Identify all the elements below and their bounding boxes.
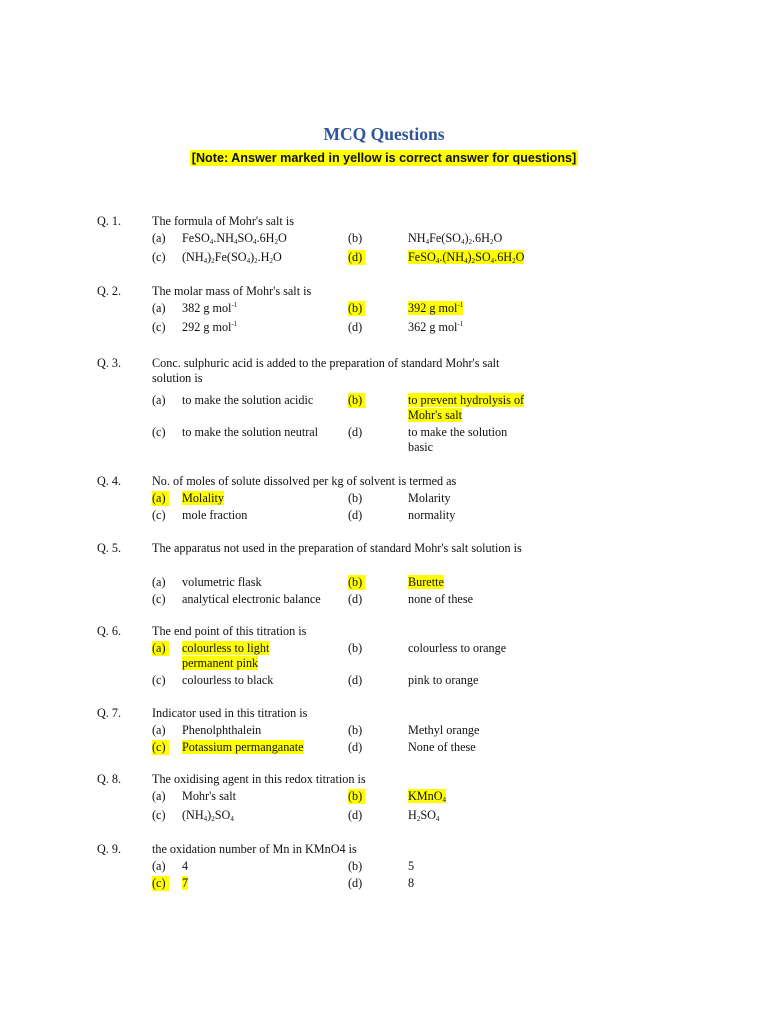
option-d-label: (d): [348, 876, 363, 890]
option-a-text-correct: [182, 641, 302, 671]
option-b-label: (b): [348, 859, 363, 873]
question-number: Q. 7.: [97, 706, 122, 720]
answer-highlight: KMnO$_4$: [408, 789, 447, 804]
option-a-text: volumetric flask: [182, 575, 262, 589]
option-d-label: (d): [348, 592, 363, 606]
answer-highlight: Potassium permanganate: [182, 740, 304, 754]
option-a-text: to make the solution acidic: [182, 393, 314, 407]
option-d-text: normality: [408, 508, 456, 522]
option-c-text: mole fraction: [182, 508, 248, 522]
option-c-label: (c): [152, 592, 166, 606]
option-b-label: (b): [348, 641, 363, 655]
option-b-label: (b): [348, 491, 363, 505]
option-b-text-correct: [408, 301, 463, 316]
option-a-label: (a): [152, 393, 166, 407]
answer-highlight: $FeSO_4.(NH_4)_2SO_4.6H_2O$: [408, 250, 525, 265]
option-a-label-correct: (a): [152, 491, 169, 506]
question-stem: the oxidation number of Mn in KMnO4 is: [152, 842, 357, 856]
option-c-label-correct: (c): [152, 740, 169, 755]
option-a-label: (a): [152, 859, 166, 873]
option-c-text-correct: [182, 740, 304, 755]
option-c-text: 292 g mol$^{-1}$: [182, 320, 238, 334]
option-d-text: $H_2SO_4$: [408, 808, 440, 823]
option-d-text: None of these: [408, 740, 476, 754]
option-a-text: $FeSO_4.NH_4SO_4.6H_2O$: [182, 231, 287, 246]
option-b-label: (b): [348, 723, 363, 737]
option-d-label: (d): [348, 508, 363, 522]
question-number: Q. 4.: [97, 474, 122, 488]
option-b-label: (b): [348, 231, 363, 245]
option-c-label: (c): [152, 673, 166, 687]
answer-highlight: Burette: [408, 575, 444, 589]
option-d-text: none of these: [408, 592, 473, 606]
question-stem: Indicator used in this titration is: [152, 706, 308, 720]
option-d-text: 362 g mol$^{-1}$: [408, 320, 464, 334]
answer-highlight: 392 g mol$^{-1}$: [408, 301, 464, 315]
option-a-label: (a): [152, 301, 166, 315]
question-number: Q. 9.: [97, 842, 122, 856]
option-a-text: 382 g mol$^{-1}$: [182, 301, 238, 315]
question-number: Q. 2.: [97, 284, 122, 298]
question-stem: Conc. sulphuric acid is added to the preparation of standard Mohr's salt solution is: [152, 356, 500, 385]
option-d-label: (d): [348, 740, 363, 754]
option-b-label-correct: (b): [348, 393, 365, 408]
option-b-text: Molarity: [408, 491, 451, 505]
option-d-text-correct: [408, 250, 524, 265]
answer-highlight: 7: [182, 876, 189, 890]
option-a-label: (a): [152, 575, 166, 589]
option-c-text-correct: [182, 876, 188, 891]
question-number: Q. 5.: [97, 541, 122, 555]
option-d-label-correct: (d): [348, 250, 365, 265]
option-a-text: Mohr's salt: [182, 789, 236, 803]
option-b-text: $NH_4Fe(SO_4)_2.6H_2O$: [408, 231, 503, 246]
option-d-label: (d): [348, 320, 363, 334]
question-stem: The end point of this titration is: [152, 624, 307, 638]
option-c-label: (c): [152, 250, 166, 264]
option-c-label: (c): [152, 508, 166, 522]
option-c-text: $(NH_4)_2Fe(SO_4)_2.H_2O$: [182, 250, 282, 265]
option-a-label: (a): [152, 789, 166, 803]
option-b-text-correct: [408, 575, 444, 590]
option-c-text: $(NH_4)_2SO_4$: [182, 808, 234, 823]
option-c-text: colourless to black: [182, 673, 274, 687]
question-stem: The apparatus not used in the preparation of standard Mohr's salt solution is: [152, 541, 522, 555]
answer-highlight: Molality: [182, 491, 224, 505]
option-c-label: (c): [152, 808, 166, 822]
question-number: Q. 3.: [97, 356, 122, 370]
question-stem: No. of moles of solute dissolved per kg of solvent is termed as: [152, 474, 457, 488]
option-b-label-correct: (b): [348, 301, 365, 316]
option-a-text: Phenolphthalein: [182, 723, 262, 737]
note-highlighted: [Note: Answer marked in yellow is correct answer for questions]: [191, 151, 577, 165]
option-d-text: to make the solution basic: [408, 425, 508, 454]
option-d-text: pink to orange: [408, 673, 479, 687]
option-b-label-correct: (b): [348, 575, 365, 590]
page-title: MCQ Questions: [323, 124, 445, 144]
question-stem: The oxidising agent in this redox titration is: [152, 772, 366, 786]
option-d-text: 8: [408, 876, 415, 890]
question-number: Q. 6.: [97, 624, 122, 638]
note-line: [0, 149, 768, 167]
option-c-label-correct: (c): [152, 876, 169, 891]
option-a-label: (a): [152, 231, 166, 245]
option-b-label-correct: (b): [348, 789, 365, 804]
option-a-text-correct: [182, 491, 224, 506]
option-b-text: Methyl orange: [408, 723, 480, 737]
option-a-label-correct: (a): [152, 641, 169, 656]
option-d-label: (d): [348, 425, 363, 439]
option-c-text: to make the solution neutral: [182, 425, 319, 439]
option-d-label: (d): [348, 673, 363, 687]
option-c-label: (c): [152, 320, 166, 334]
question-number: Q. 1.: [97, 214, 122, 228]
answer-highlight: to prevent hydrolysis of Mohr's salt: [408, 393, 525, 422]
question-stem: The molar mass of Mohr's salt is: [152, 284, 312, 298]
option-a-text: 4: [182, 859, 189, 873]
option-b-text: colourless to orange: [408, 641, 507, 655]
question-number: Q. 8.: [97, 772, 122, 786]
option-b-text-correct: [408, 789, 446, 804]
option-d-label: (d): [348, 808, 363, 822]
option-a-label: (a): [152, 723, 166, 737]
option-c-text: analytical electronic balance: [182, 592, 321, 606]
option-c-label: (c): [152, 425, 166, 439]
answer-highlight: colourless to light permanent pink: [182, 641, 270, 670]
question-stem: The formula of Mohr's salt is: [152, 214, 294, 228]
option-b-text: 5: [408, 859, 415, 873]
option-b-text-correct: [408, 393, 528, 423]
